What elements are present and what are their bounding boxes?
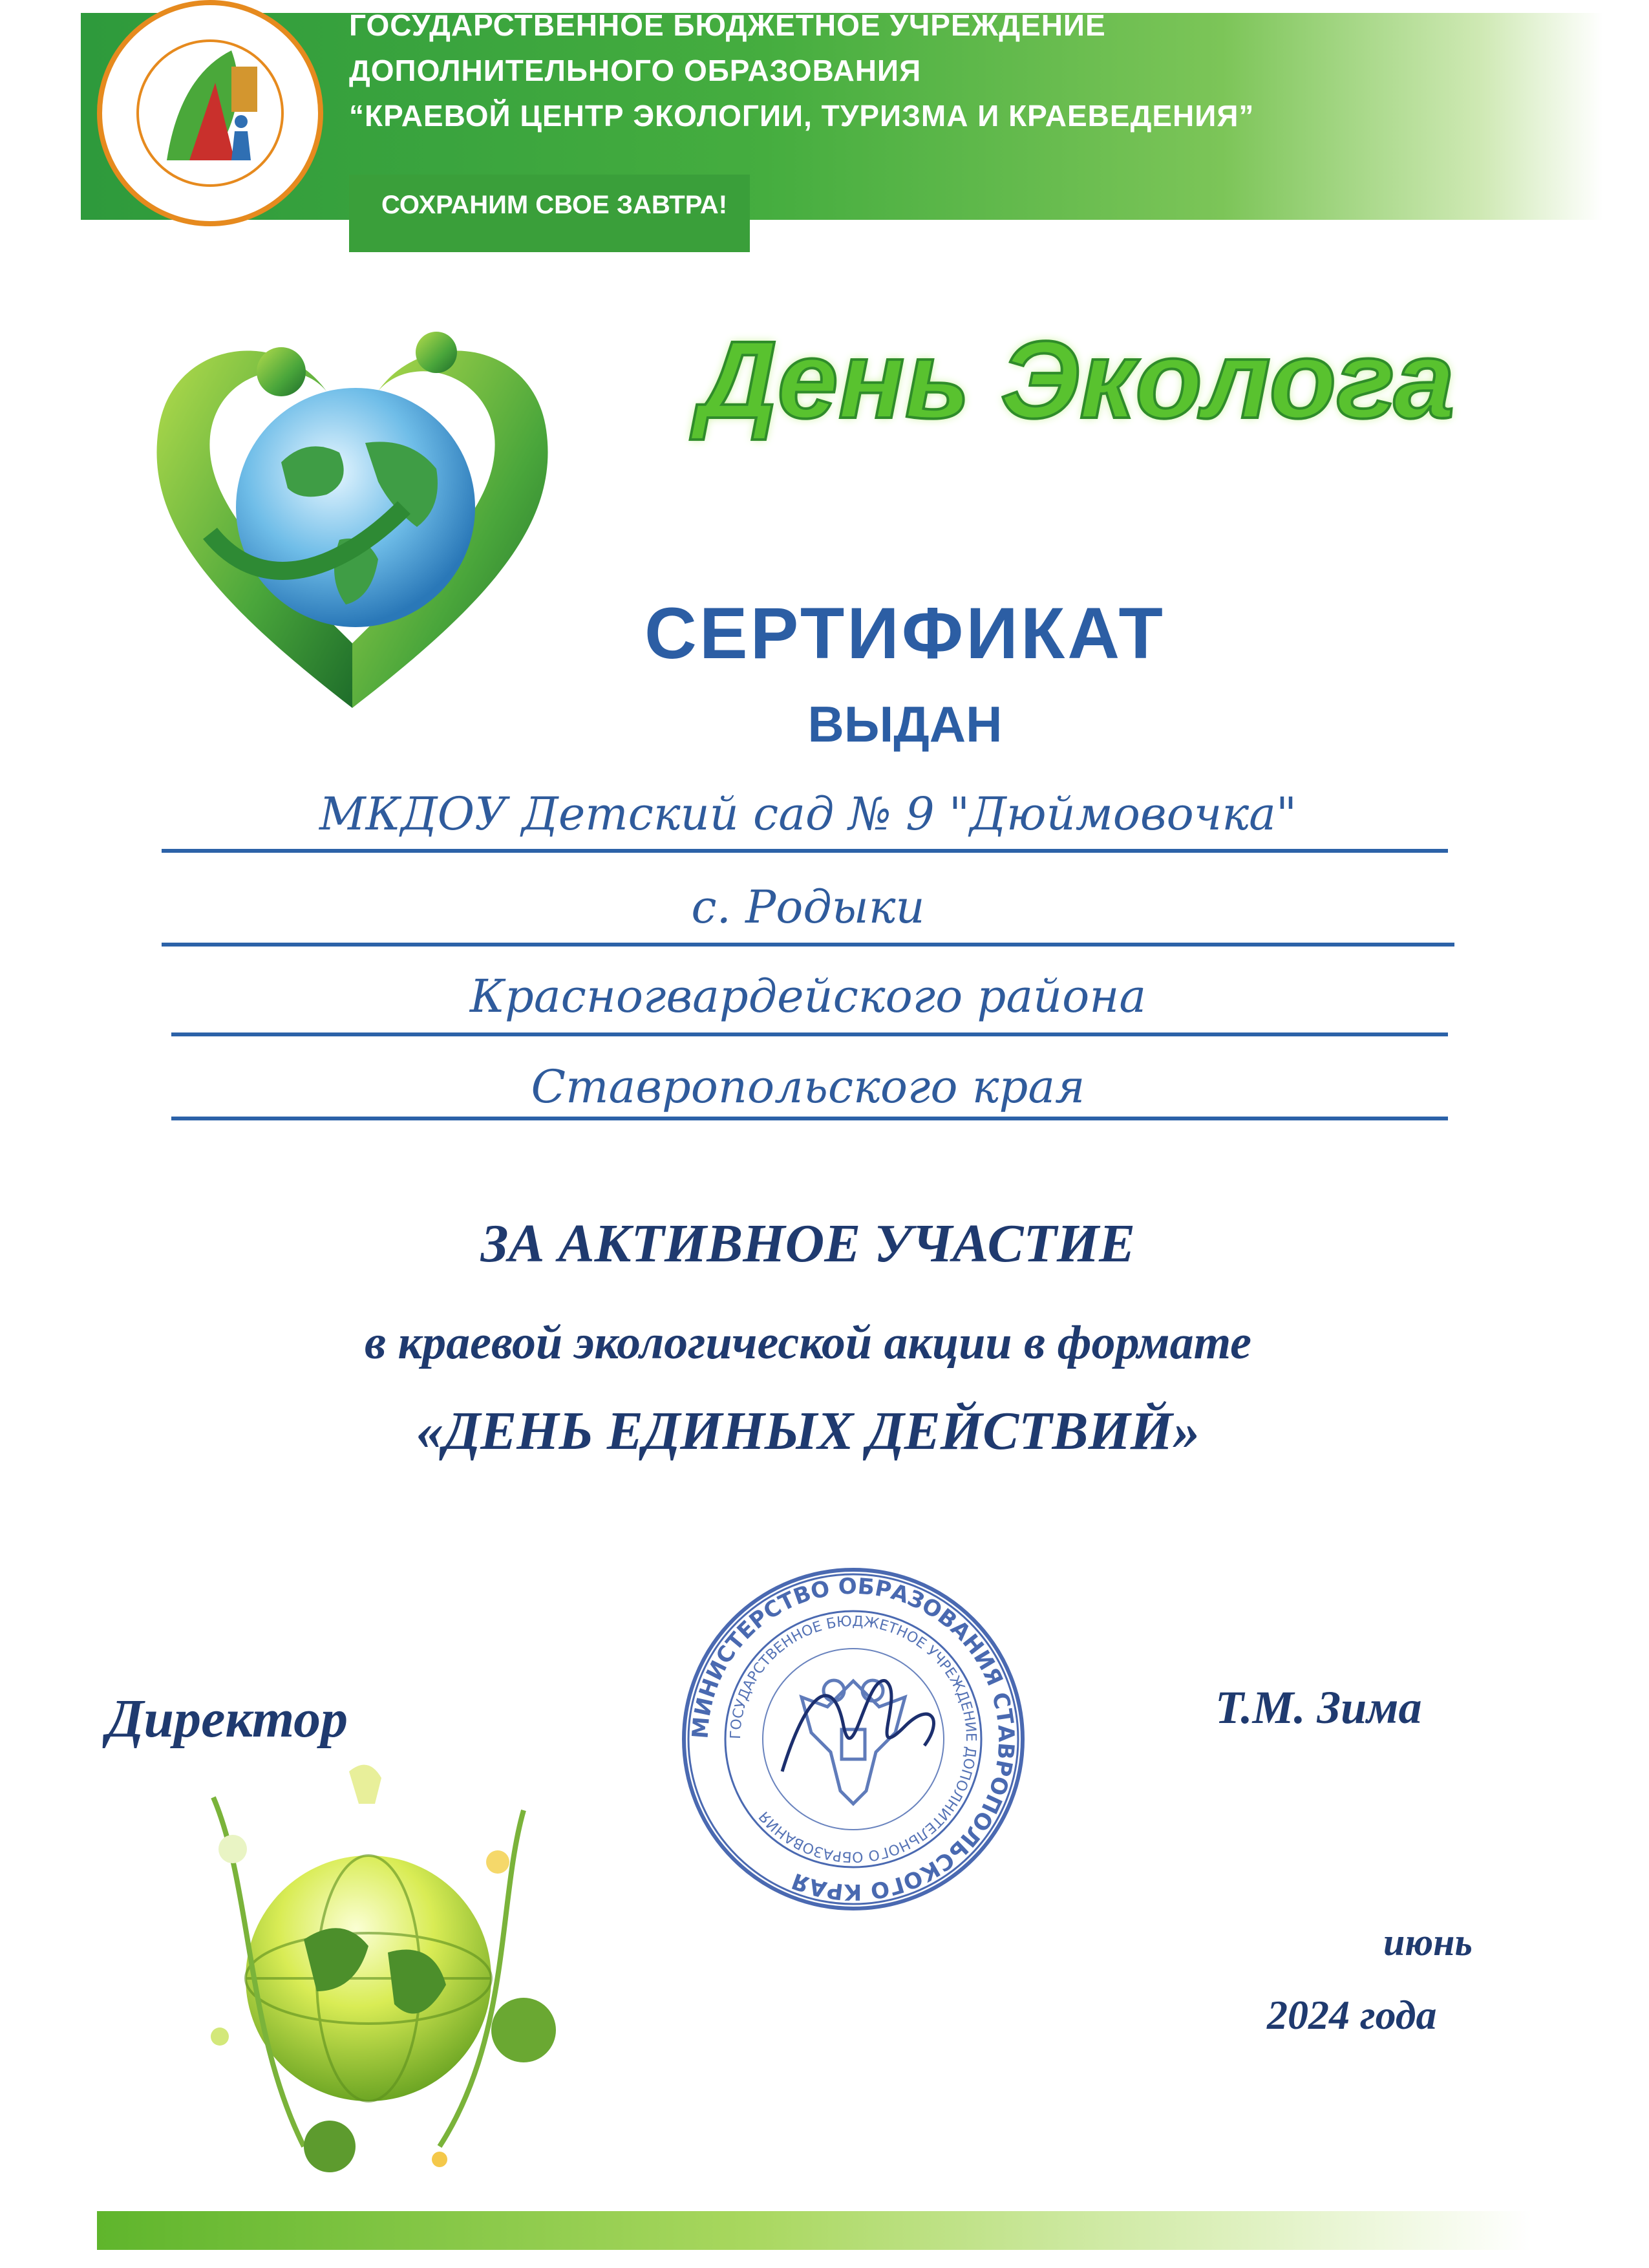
signature-name: Т.М. Зима — [1215, 1682, 1422, 1733]
footer-strip — [97, 2211, 1532, 2250]
signature-role: Директор — [107, 1689, 348, 1749]
recipient-line-2: с. Родыки — [691, 881, 925, 934]
recipient-line-4: Ставропольского края — [531, 1060, 1085, 1113]
recipient-line-1: МКДОУ Детский сад № 9 "Дюймовочка" — [319, 787, 1297, 840]
organization-logo — [97, 0, 323, 226]
org-name-line-2: ДОПОЛНИТЕЛЬНОГО ОБРАЗОВАНИЯ — [349, 54, 922, 87]
recipient-line-3: Красногвардейского района — [469, 970, 1147, 1023]
recipient-underline-1 — [162, 849, 1448, 853]
eco-globe-illustration-icon — [136, 1759, 601, 2185]
org-name-line-3: “КРАЕВОЙ ЦЕНТР ЭКОЛОГИИ, ТУРИЗМА И КРАЕВЕДЕНИЯ” — [349, 99, 1255, 133]
stamp-outer-text: МИНИСТЕРСТВО ОБРАЗОВАНИЯ СТАВРОПОЛЬСКОГО КРАЯ — [687, 1573, 1019, 1905]
award-line-1: ЗА АКТИВНОЕ УЧАСТИЕ — [480, 1214, 1136, 1274]
date-month: июнь — [1383, 1921, 1473, 1963]
certificate-issued-label: ВЫДАН — [807, 696, 1003, 753]
stamp-inner-text: ГОСУДАРСТВЕННОЕ БЮДЖЕТНОЕ УЧРЕЖДЕНИЕ ДОПОЛНИТЕЛЬНОГО ОБРАЗОВАНИЯ — [727, 1613, 979, 1865]
official-stamp — [672, 1558, 1034, 1920]
logo-emblem-icon — [102, 5, 318, 221]
date-year: 2024 года — [1267, 1992, 1437, 2038]
org-motto: СОХРАНИМ СВОЕ ЗАВТРА! — [381, 191, 728, 219]
award-line-3: «ДЕНЬ ЕДИНЫХ ДЕЙСТВИЙ» — [416, 1401, 1200, 1461]
event-title: День Эколога — [697, 319, 1455, 442]
org-name-line-1: ГОСУДАРСТВЕННОЕ БЮДЖЕТНОЕ УЧРЕЖДЕНИЕ — [349, 8, 1106, 42]
recipient-underline-3 — [171, 1032, 1448, 1036]
certificate-heading: СЕРТИФИКАТ — [644, 593, 1165, 674]
recipient-underline-4 — [171, 1117, 1448, 1120]
recipient-underline-2 — [162, 943, 1454, 947]
svg-text:ГОСУДАРСТВЕННОЕ БЮДЖЕТНОЕ УЧРЕ — [728, 1614, 979, 1865]
award-line-2: в краевой экологической акции в формате — [365, 1316, 1251, 1369]
